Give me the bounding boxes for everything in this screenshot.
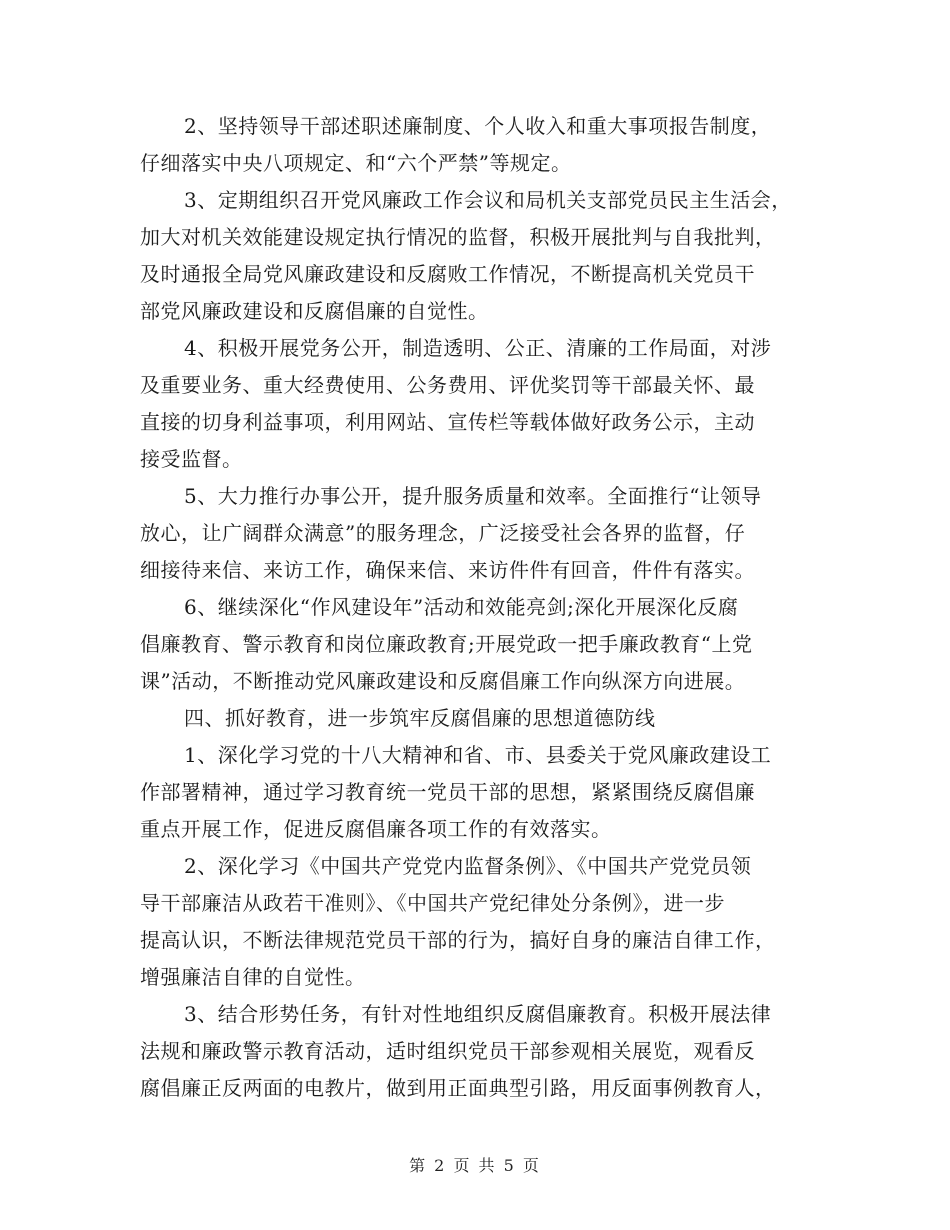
text-line: 3、结合形势任务，有针对性地组织反腐倡廉教育。积极开展法律 <box>184 1002 772 1026</box>
text-line: 重点开展工作，促进反腐倡廉各项工作的有效落实。 <box>140 817 612 841</box>
text-line: 腐倡廉正反两面的电教片，做到用正面典型引路，用反面事例教育人， <box>140 1076 776 1100</box>
page-number-footer: 第 2 页 共 5 页 <box>409 1156 541 1175</box>
text-line: 倡廉教育、警示教育和岗位廉政教育;开展党政一把手廉政教育“上党 <box>140 632 753 656</box>
text-line: 2、深化学习《中国共产党党内监督条例》、《中国共产党党员领 <box>184 854 752 878</box>
text-line: 放心，让广阔群众满意”的服务理念，广泛接受社会各界的监督，仔 <box>140 521 746 545</box>
text-line: 直接的切身利益事项，利用网站、宣传栏等载体做好政务公示，主动 <box>140 410 755 434</box>
text-line: 课”活动，不断推动党风廉政建设和反腐倡廉工作向纵深方向进展。 <box>140 669 746 693</box>
text-line: 细接待来信、来访工作，确保来信、来访件件有回音，件件有落实。 <box>140 558 755 582</box>
document-body <box>140 108 830 1107</box>
text-line: 作部署精神，通过学习教育统一党员干部的思想，紧紧围绕反腐倡廉 <box>140 780 755 804</box>
text-line: 2、坚持领导干部述职述廉制度、个人收入和重大事项报告制度， <box>184 114 772 138</box>
text-line: 1、深化学习党的十八大精神和省、市、县委关于党风廉政建设工 <box>184 743 772 767</box>
text-line: 部党风廉政建设和反腐倡廉的自觉性。 <box>140 299 489 323</box>
text-line: 4、积极开展党务公开，制造透明、公正、清廉的工作局面，对涉 <box>184 336 772 360</box>
text-line: 导干部廉洁从政若干准则》、《中国共产党纪律处分条例》，进一步 <box>140 891 725 915</box>
text-line: 6、继续深化“作风建设年”活动和效能亮剑;深化开展深化反腐 <box>184 595 739 619</box>
text-line: 增强廉洁自律的自觉性。 <box>140 965 366 989</box>
text-line: 提高认识，不断法律规范党员干部的行为，搞好自身的廉洁自律工作， <box>140 928 776 952</box>
text-line: 及时通报全局党风廉政建设和反腐败工作情况，不断提高机关党员干 <box>140 262 755 286</box>
text-line: 及重要业务、重大经费使用、公务费用、评优奖罚等干部最关怀、最 <box>140 373 755 397</box>
text-line: 3、定期组织召开党风廉政工作会议和局机关支部党员民主生活会， <box>184 188 792 212</box>
text-line: 5、大力推行办事公开，提升服务质量和效率。全面推行“让领导 <box>184 484 762 508</box>
text-line: 法规和廉政警示教育活动，适时组织党员干部参观相关展览，观看反 <box>140 1039 755 1063</box>
text-line: 仔细落实中央八项规定、和“六个严禁”等规定。 <box>140 151 572 175</box>
text-line: 接受监督。 <box>140 447 243 471</box>
text-line: 加大对机关效能建设规定执行情况的监督，积极开展批判与自我批判， <box>140 225 776 249</box>
section-heading: 四、抓好教育，进一步筑牢反腐倡廉的思想道德防线 <box>184 706 656 730</box>
